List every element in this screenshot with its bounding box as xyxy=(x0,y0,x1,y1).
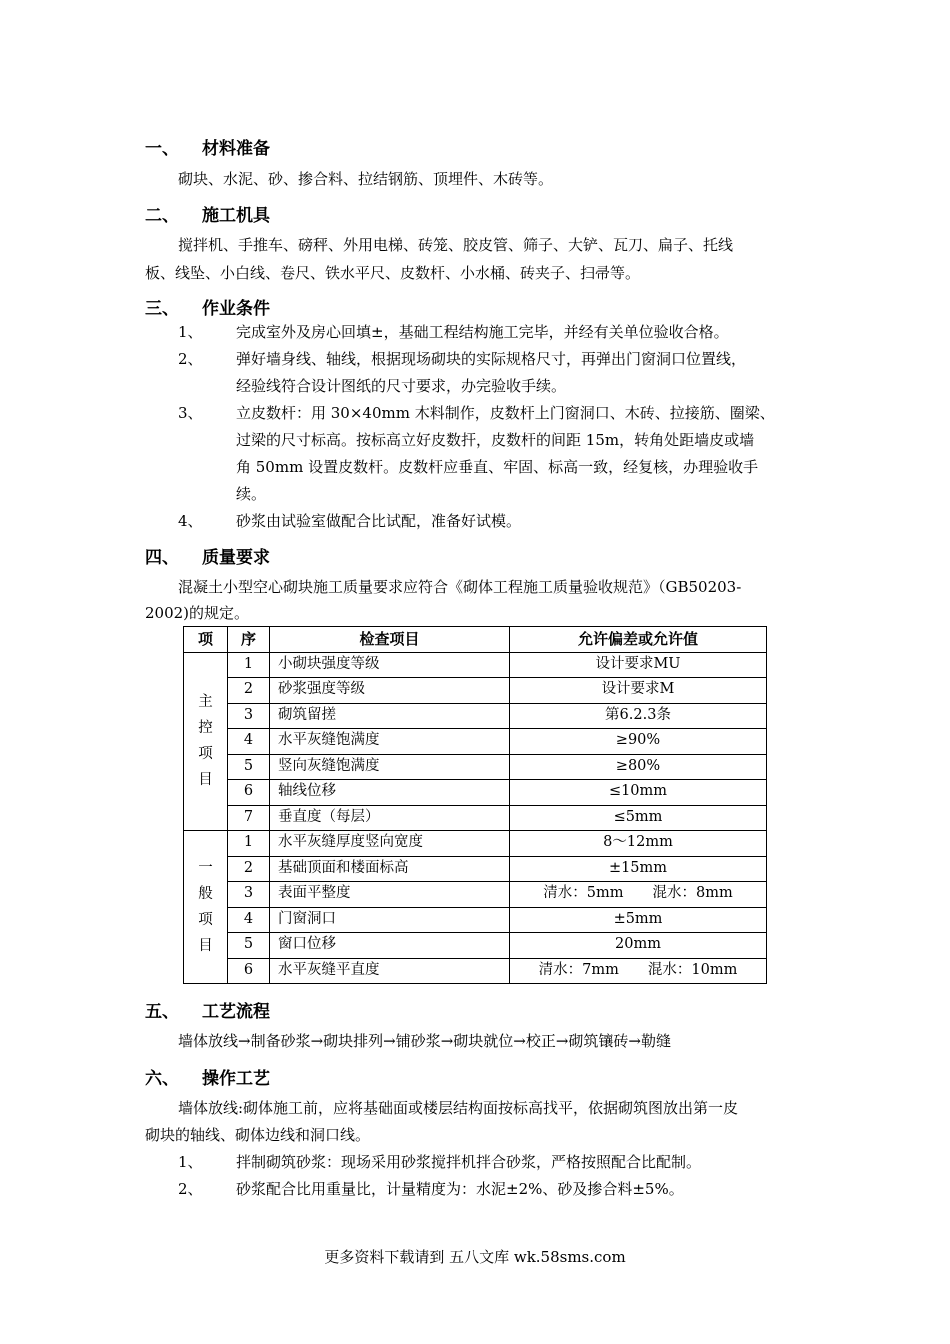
group-label-main-control: 主 控 项 目 xyxy=(184,652,228,831)
item-cell: 水平灰缝平直度 xyxy=(270,958,510,984)
value-cell: 设计要求M xyxy=(510,678,767,704)
table-row xyxy=(184,882,767,908)
item-cell: 水平灰缝厚度竖向宽度 xyxy=(270,831,510,857)
seq-cell: 3 xyxy=(228,882,270,908)
section-title: 作业条件 xyxy=(202,299,270,319)
section-title: 质量要求 xyxy=(202,548,270,568)
materials-text: 砌块、水泥、砂、掺合料、拉结钢筋、顶埋件、木砖等。 xyxy=(178,170,554,188)
section-number: 一、 xyxy=(145,139,179,159)
header-cell: 项 xyxy=(184,627,228,653)
value-cell: ≤10mm xyxy=(510,780,767,806)
list-text: 拌制砌筑砂浆：现场采用砂浆搅拌机拌合砂浆，严格按照配合比配制。 xyxy=(236,1153,702,1171)
value-cell: 清水：7mm 混水：10mm xyxy=(510,958,767,984)
value-cell: 第6.2.3条 xyxy=(510,703,767,729)
item-cell: 轴线位移 xyxy=(270,780,510,806)
section-number: 三、 xyxy=(145,299,179,319)
item-cell: 砂浆强度等级 xyxy=(270,678,510,704)
header-cell: 序 xyxy=(228,627,270,653)
quality-table xyxy=(183,626,767,984)
quality-text-line2: 2002)的规定。 xyxy=(145,604,250,622)
section-number: 二、 xyxy=(145,206,179,226)
process-flow-text: 墙体放线→制备砂浆→砌块排列→铺砂浆→砌块就位→校正→砌筑镶砖→勒缝 xyxy=(178,1032,671,1050)
section-title: 材料准备 xyxy=(202,139,270,159)
table-row xyxy=(184,652,767,678)
value-cell: ≥80% xyxy=(510,754,767,780)
item-cell: 砌筑留搓 xyxy=(270,703,510,729)
table-row xyxy=(184,856,767,882)
item-cell: 门窗洞口 xyxy=(270,907,510,933)
operation-item-2 xyxy=(178,1178,684,1199)
value-cell: 清水：5mm 混水：8mm xyxy=(510,882,767,908)
list-number: 2、 xyxy=(178,1180,203,1198)
operation-text-line1: 墙体放线:砌体施工前，应将基础面或楼层结构面按标高找平，依据砌筑图放出第一皮 xyxy=(178,1099,739,1117)
seq-cell: 1 xyxy=(228,831,270,857)
table-row xyxy=(184,907,767,933)
tools-text-line1: 搅拌机、手推车、磅秤、外用电梯、砖笼、胶皮管、筛子、大铲、瓦刀、扁子、托线 xyxy=(178,236,734,254)
table-row xyxy=(184,729,767,755)
table-header-row xyxy=(184,627,767,653)
value-cell: 设计要求MU xyxy=(510,652,767,678)
seq-cell: 5 xyxy=(228,933,270,959)
value-cell: ±15mm xyxy=(510,856,767,882)
section-title: 工艺流程 xyxy=(202,1002,270,1022)
value-cell: 20mm xyxy=(510,933,767,959)
table-row xyxy=(184,933,767,959)
table-row xyxy=(184,780,767,806)
seq-cell: 4 xyxy=(228,729,270,755)
section-heading-tools xyxy=(145,201,270,226)
item-cell: 垂直度（每层） xyxy=(270,805,510,831)
item-cell: 水平灰缝饱满度 xyxy=(270,729,510,755)
footer-text: 更多资料下载请到 五八文库 wk.58sms.com xyxy=(324,1248,626,1266)
header-cell: 允许偏差或允许值 xyxy=(510,627,767,653)
section-heading-process xyxy=(145,997,270,1022)
condition-item-3-cont: 续。 xyxy=(236,485,267,503)
tools-text-line2: 板、线坠、小白线、卷尺、铁水平尺、皮数杆、小水桶、砖夹子、扫帚等。 xyxy=(145,264,641,282)
condition-item-3 xyxy=(178,402,775,423)
operation-item-1 xyxy=(178,1151,701,1172)
item-cell: 竖向灰缝饱满度 xyxy=(270,754,510,780)
item-cell: 表面平整度 xyxy=(270,882,510,908)
seq-cell: 6 xyxy=(228,780,270,806)
seq-cell: 6 xyxy=(228,958,270,984)
value-cell: ≤5mm xyxy=(510,805,767,831)
section-heading-conditions xyxy=(145,294,270,319)
item-cell: 小砌块强度等级 xyxy=(270,652,510,678)
header-cell: 检查项目 xyxy=(270,627,510,653)
seq-cell: 3 xyxy=(228,703,270,729)
seq-cell: 2 xyxy=(228,856,270,882)
table-row xyxy=(184,754,767,780)
list-text: 砂浆由试验室做配合比试配，准备好试模。 xyxy=(236,512,522,530)
table-row xyxy=(184,703,767,729)
condition-item-2-cont: 经验线符合设计图纸的尺寸要求，办完验收手续。 xyxy=(236,377,567,395)
section-heading-operation xyxy=(145,1064,270,1089)
table-row xyxy=(184,805,767,831)
quality-text-line1: 混凝土小型空心砌块施工质量要求应符合《砌体工程施工质量验收规范》（GB50203- xyxy=(178,578,742,596)
section-number: 六、 xyxy=(145,1069,179,1089)
condition-item-3-cont: 角 50mm 设置皮数杆。皮数杆应垂直、牢固、标高一致，经复核，办理验收手 xyxy=(236,458,759,476)
value-cell: ±5mm xyxy=(510,907,767,933)
section-heading-materials xyxy=(145,134,270,159)
list-number: 2、 xyxy=(178,350,203,368)
table-row xyxy=(184,678,767,704)
section-heading-quality xyxy=(145,543,270,568)
list-number: 3、 xyxy=(178,404,203,422)
seq-cell: 2 xyxy=(228,678,270,704)
item-cell: 窗口位移 xyxy=(270,933,510,959)
section-number: 五、 xyxy=(145,1002,179,1022)
list-text: 砂浆配合比用重量比，计量精度为：水泥±2%、砂及掺合料±5%。 xyxy=(236,1180,684,1198)
group-label-general: 一 般 项 目 xyxy=(184,831,228,984)
operation-text-line2: 砌块的轴线、砌体边线和洞口线。 xyxy=(145,1126,371,1144)
condition-item-3-cont: 过梁的尺寸标高。按标高立好皮数扞，皮数杆的间距 15m，转角处距墙皮或墙 xyxy=(236,431,755,449)
condition-item-4 xyxy=(178,510,521,531)
seq-cell: 4 xyxy=(228,907,270,933)
section-title: 操作工艺 xyxy=(202,1069,270,1089)
item-cell: 基础顶面和楼面标高 xyxy=(270,856,510,882)
seq-cell: 5 xyxy=(228,754,270,780)
section-title: 施工机具 xyxy=(202,206,270,226)
list-number: 4、 xyxy=(178,512,203,530)
seq-cell: 1 xyxy=(228,652,270,678)
table-row xyxy=(184,958,767,984)
list-text: 完成室外及房心回填±，基础工程结构施工完毕，并经有关单位验收合格。 xyxy=(236,323,729,341)
condition-item-1 xyxy=(178,321,729,342)
list-text: 弹好墙身线、轴线，根据现场砌块的实际规格尺寸，再弹出门窗洞口位置线， xyxy=(236,350,747,368)
condition-item-2 xyxy=(178,348,746,369)
value-cell: 8～12mm xyxy=(510,831,767,857)
list-number: 1、 xyxy=(178,323,203,341)
value-cell: ≥90% xyxy=(510,729,767,755)
list-text: 立皮数杆：用 30×40mm 木料制作，皮数杆上门窗洞口、木砖、拉接筋、圈梁、 xyxy=(236,404,775,422)
list-number: 1、 xyxy=(178,1153,203,1171)
seq-cell: 7 xyxy=(228,805,270,831)
table-row xyxy=(184,831,767,857)
section-number: 四、 xyxy=(145,548,179,568)
